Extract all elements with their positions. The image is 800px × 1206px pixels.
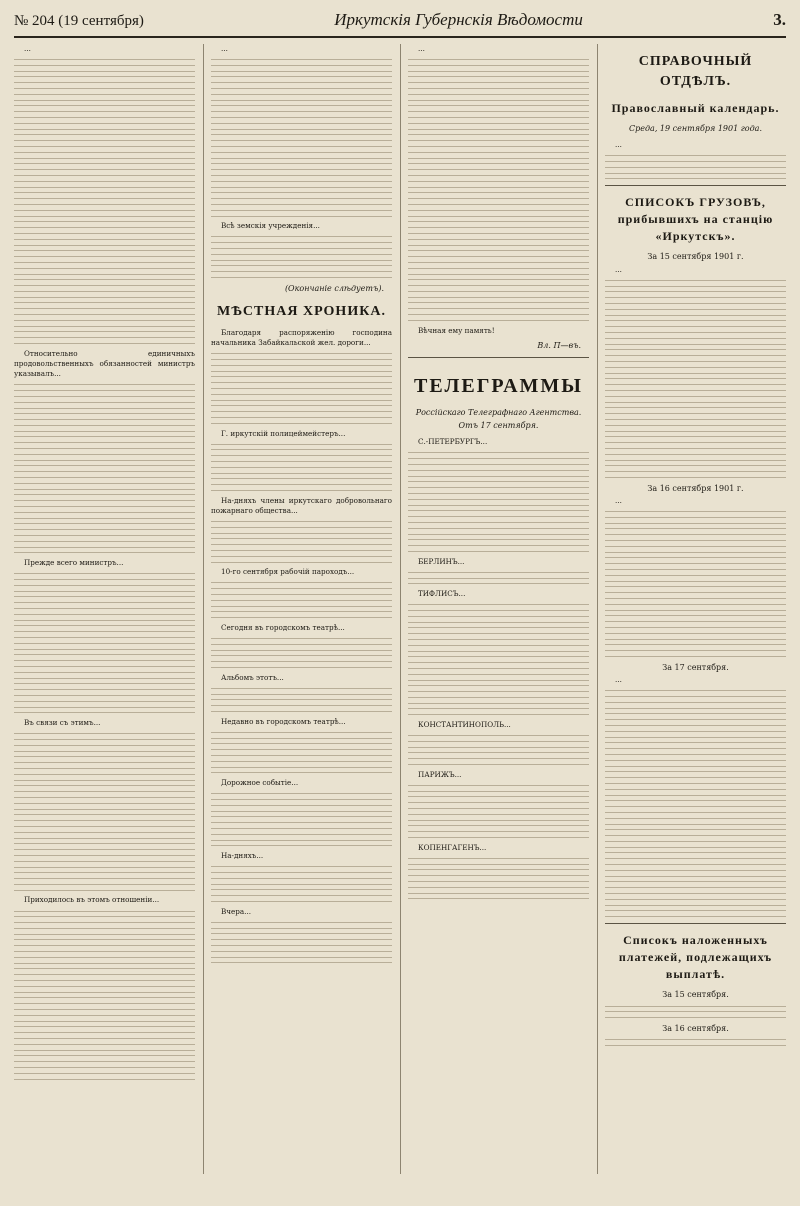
text-lines [14,911,195,1080]
text-lines [211,732,392,774]
divider [605,923,786,924]
masthead [14,10,786,38]
text-lines [605,1006,786,1019]
chronicle-item: 10-го сентября рабочій пароходъ... [221,567,355,577]
chronicle-item: Альбомъ этотъ... [221,672,284,682]
telegram-item: КОНСТАНТИНОПОЛЬ... [418,720,511,730]
article-paragraph: Прежде всего министръ... [24,558,124,568]
text-lines [211,922,392,964]
text-lines [211,59,392,217]
text-lines [408,735,589,765]
article-paragraph: ... [418,44,425,53]
column-4 [597,44,786,1174]
cargo-date: За 17 сентября. [662,662,729,672]
cargo-list-title: СПИСОКЪ ГРУЗОВЪ, прибывшихъ на станцію «Иркутскъ». [617,195,774,244]
chronicle-item: Вчера... [221,906,252,916]
text-lines [605,511,786,657]
text-lines [211,353,392,424]
divider [605,185,786,186]
telegram-item: КОПЕНГАГЕНЪ... [418,842,487,852]
text-lines [408,572,589,585]
chronicle-item: На-дняхъ члены иркутскаго добровольнаго пожарнаго общества... [211,495,392,515]
chronicle-item: Г. иркутскій полицеймейстеръ... [221,428,346,438]
payments-list-title: Списокъ наложенныхъ платежей, подлежащихъ выплатѣ. [618,933,773,982]
text-lines [605,1039,786,1046]
text-lines [605,155,786,179]
article-paragraph: Относительно единичныхъ продовольственныхъ обязанностей министръ указывалъ... [14,348,195,379]
cargo-entry: ... [615,675,622,685]
text-lines [211,688,392,712]
telegram-agency: Россійскаго Телеграфнаго Агентства. [415,407,582,417]
cargo-date: За 16 сентября 1901 г. [647,483,744,493]
article-signature: Вл. П—въ. [537,340,581,350]
text-lines [408,59,589,321]
text-lines [14,733,195,891]
text-lines [211,793,392,846]
telegram-item: С.-ПЕТЕРБУРГЪ... [418,437,488,447]
cargo-entry: ... [615,264,622,274]
text-lines [211,582,392,618]
column-3 [400,44,589,1174]
text-lines [14,59,195,344]
chronicle-item: Дорожное событіе... [221,778,299,788]
text-lines [211,521,392,563]
newspaper-title: Иркутскія Губернскія Вѣдомости [334,10,583,29]
text-lines [211,236,392,278]
calendar-date: Среда, 19 сентября 1901 года. [629,123,762,133]
divider [408,357,589,358]
cargo-entry: ... [615,496,622,506]
text-lines [211,444,392,491]
text-lines [211,638,392,668]
text-lines [408,785,589,838]
page-number: 3. [773,10,786,29]
telegram-dateline: Отъ 17 сентября. [458,421,539,430]
article-signature: (Окончаніе слѣдуетъ). [284,283,384,293]
chronicle-item: Благодаря распоряженію господина начальника Забайкальской жел. дороги... [211,327,392,348]
text-lines [605,280,786,478]
article-paragraph: Всѣ земскія учрежденія... [221,221,320,231]
text-lines [14,384,195,553]
payments-date: За 16 сентября. [662,1023,729,1033]
telegram-item: ТИФЛИСЪ... [418,589,466,599]
text-lines [408,452,589,552]
section-title-reference: СПРАВОЧНЫЙ ОТДѢЛЪ. [638,54,753,89]
text-lines [211,866,392,902]
telegram-item: БЕРЛИНЪ... [418,556,465,566]
columns [14,44,786,1174]
payments-date: За 15 сентября. [662,990,729,1000]
text-lines [605,690,786,917]
calendar-title: Православный календарь. [611,100,780,115]
text-lines [408,858,589,900]
section-title-local-chronicle: МѢСТНАЯ ХРОНИКА. [217,304,386,320]
section-title-telegrams: ТЕЛЕГРАММЫ [414,375,583,398]
article-paragraph: Вѣчная ему память! [418,325,495,335]
chronicle-item: На-дняхъ... [221,851,264,861]
text-lines [14,573,195,713]
text-lines [408,604,589,715]
cargo-date: За 15 сентября 1901 г. [647,252,744,262]
calendar-text: ... [615,140,622,150]
telegram-item: ПАРИЖЪ... [418,769,462,779]
column-1 [14,44,195,1174]
article-paragraph: Въ связи съ этимъ... [24,718,101,728]
issue-number: № 204 (19 сентября) [14,13,144,29]
chronicle-item: Недавно въ городскомъ театрѣ... [221,716,346,726]
article-paragraph: ... [221,44,228,53]
article-paragraph: Приходилось въ этомъ отношеніи... [24,895,160,905]
chronicle-item: Сегодня въ городскомъ театрѣ... [221,622,345,632]
article-paragraph: ... [24,44,31,53]
column-2 [203,44,392,1174]
